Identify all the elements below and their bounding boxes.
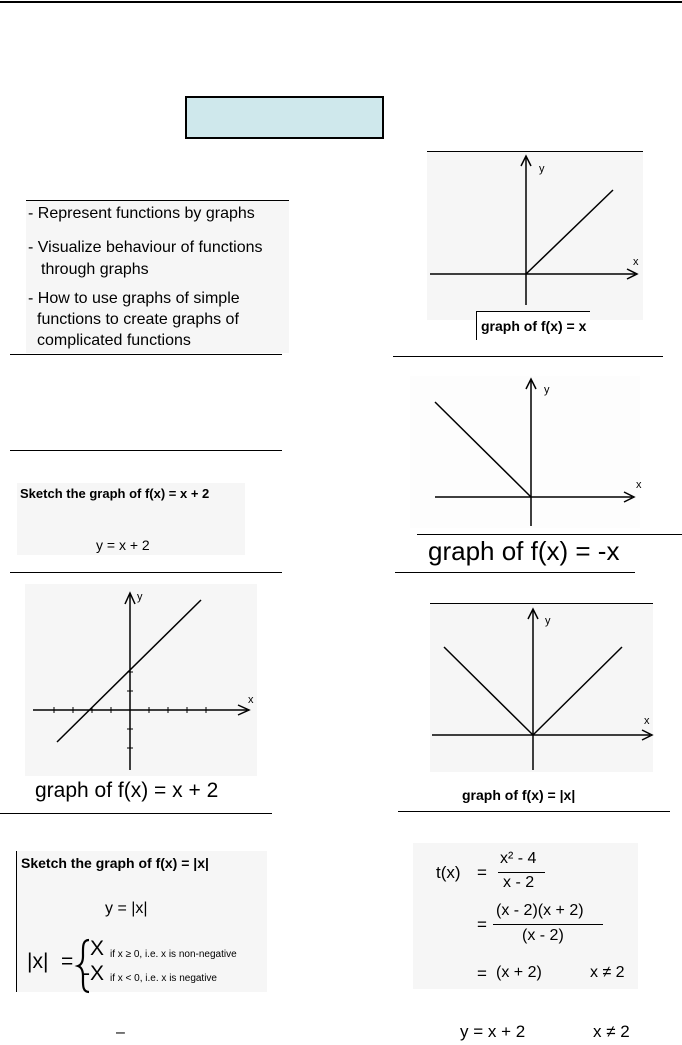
x-axis-label: x: [644, 715, 650, 727]
slide-divider: [395, 572, 635, 573]
fraction-bar: [493, 924, 603, 925]
example1-prompt: Sketch the graph of f(x) = x + 2: [20, 486, 210, 501]
y-axis-label: y: [539, 163, 545, 175]
rational-lhs: t(x): [436, 863, 461, 882]
abs-lhs: |x|: [27, 950, 49, 973]
rational-cond3: x ≠ 2: [590, 964, 625, 981]
x-axis-label: x: [633, 256, 639, 268]
x-axis-label: x: [248, 694, 254, 706]
graph4-caption: graph of f(x) = |x|: [462, 787, 576, 803]
rational-num2: (x - 2)(x + 2): [496, 902, 584, 919]
rational-den2: (x - 2): [522, 927, 564, 944]
objective-item: through graphs: [41, 261, 149, 278]
rational-eq: =: [477, 964, 487, 983]
graph2-caption-rule: [417, 534, 682, 535]
objective-item: complicated functions: [37, 332, 191, 349]
rational-final: y = x + 2: [460, 1022, 526, 1041]
objective-item: functions to create graphs of: [37, 311, 239, 328]
graph2-caption: graph of f(x) = -x: [428, 536, 620, 566]
example2-prompt: Sketch the graph of f(x) = |x|: [21, 855, 209, 871]
case1-expr: X: [90, 937, 105, 960]
graph3-plot: [25, 584, 257, 776]
slide-divider: [398, 811, 670, 812]
rational-eq: =: [477, 863, 487, 882]
example1-equation: y = x + 2: [96, 537, 150, 553]
slide-divider: [10, 354, 282, 355]
rational-final-cond: x ≠ 2: [593, 1022, 630, 1041]
slide-divider: [10, 450, 282, 451]
rational-eq: =: [477, 915, 487, 934]
objective-item: - Represent functions by graphs: [28, 205, 255, 222]
case2-expr: -X: [83, 962, 104, 985]
x-axis-label: x: [636, 479, 642, 491]
y-axis-label: y: [544, 384, 550, 396]
example2-equation: y = |x|: [105, 900, 148, 917]
objective-item: - How to use graphs of simple: [28, 290, 240, 307]
y-axis-label: y: [137, 591, 143, 603]
page-top-rule: [0, 1, 682, 3]
example2-panel: [17, 851, 267, 992]
case1-condition: if x ≥ 0, i.e. x is non-negative: [110, 949, 237, 960]
graph2-plot: [410, 376, 640, 528]
title-box: [185, 96, 384, 139]
objective-item: - Visualize behaviour of functions: [28, 239, 263, 256]
rational-den1: x - 2: [503, 874, 535, 891]
rational-num1: x² - 4: [500, 850, 537, 867]
y-axis-label: y: [545, 615, 551, 627]
abs-equals: =: [61, 950, 74, 973]
fraction-bar: [498, 872, 545, 873]
slide-divider: [10, 572, 282, 573]
case2-condition: if x < 0, i.e. x is negative: [110, 973, 217, 984]
rational-step3: (x + 2): [496, 964, 542, 981]
footer-mark: –: [116, 1024, 125, 1041]
graph4-plot: [430, 604, 653, 772]
graph1-plot: [427, 152, 643, 320]
graph1-caption: graph of f(x) = x: [476, 311, 590, 340]
slide-divider: [0, 813, 272, 814]
graph3-caption: graph of f(x) = x + 2: [35, 779, 219, 802]
slide-divider: [393, 356, 663, 357]
